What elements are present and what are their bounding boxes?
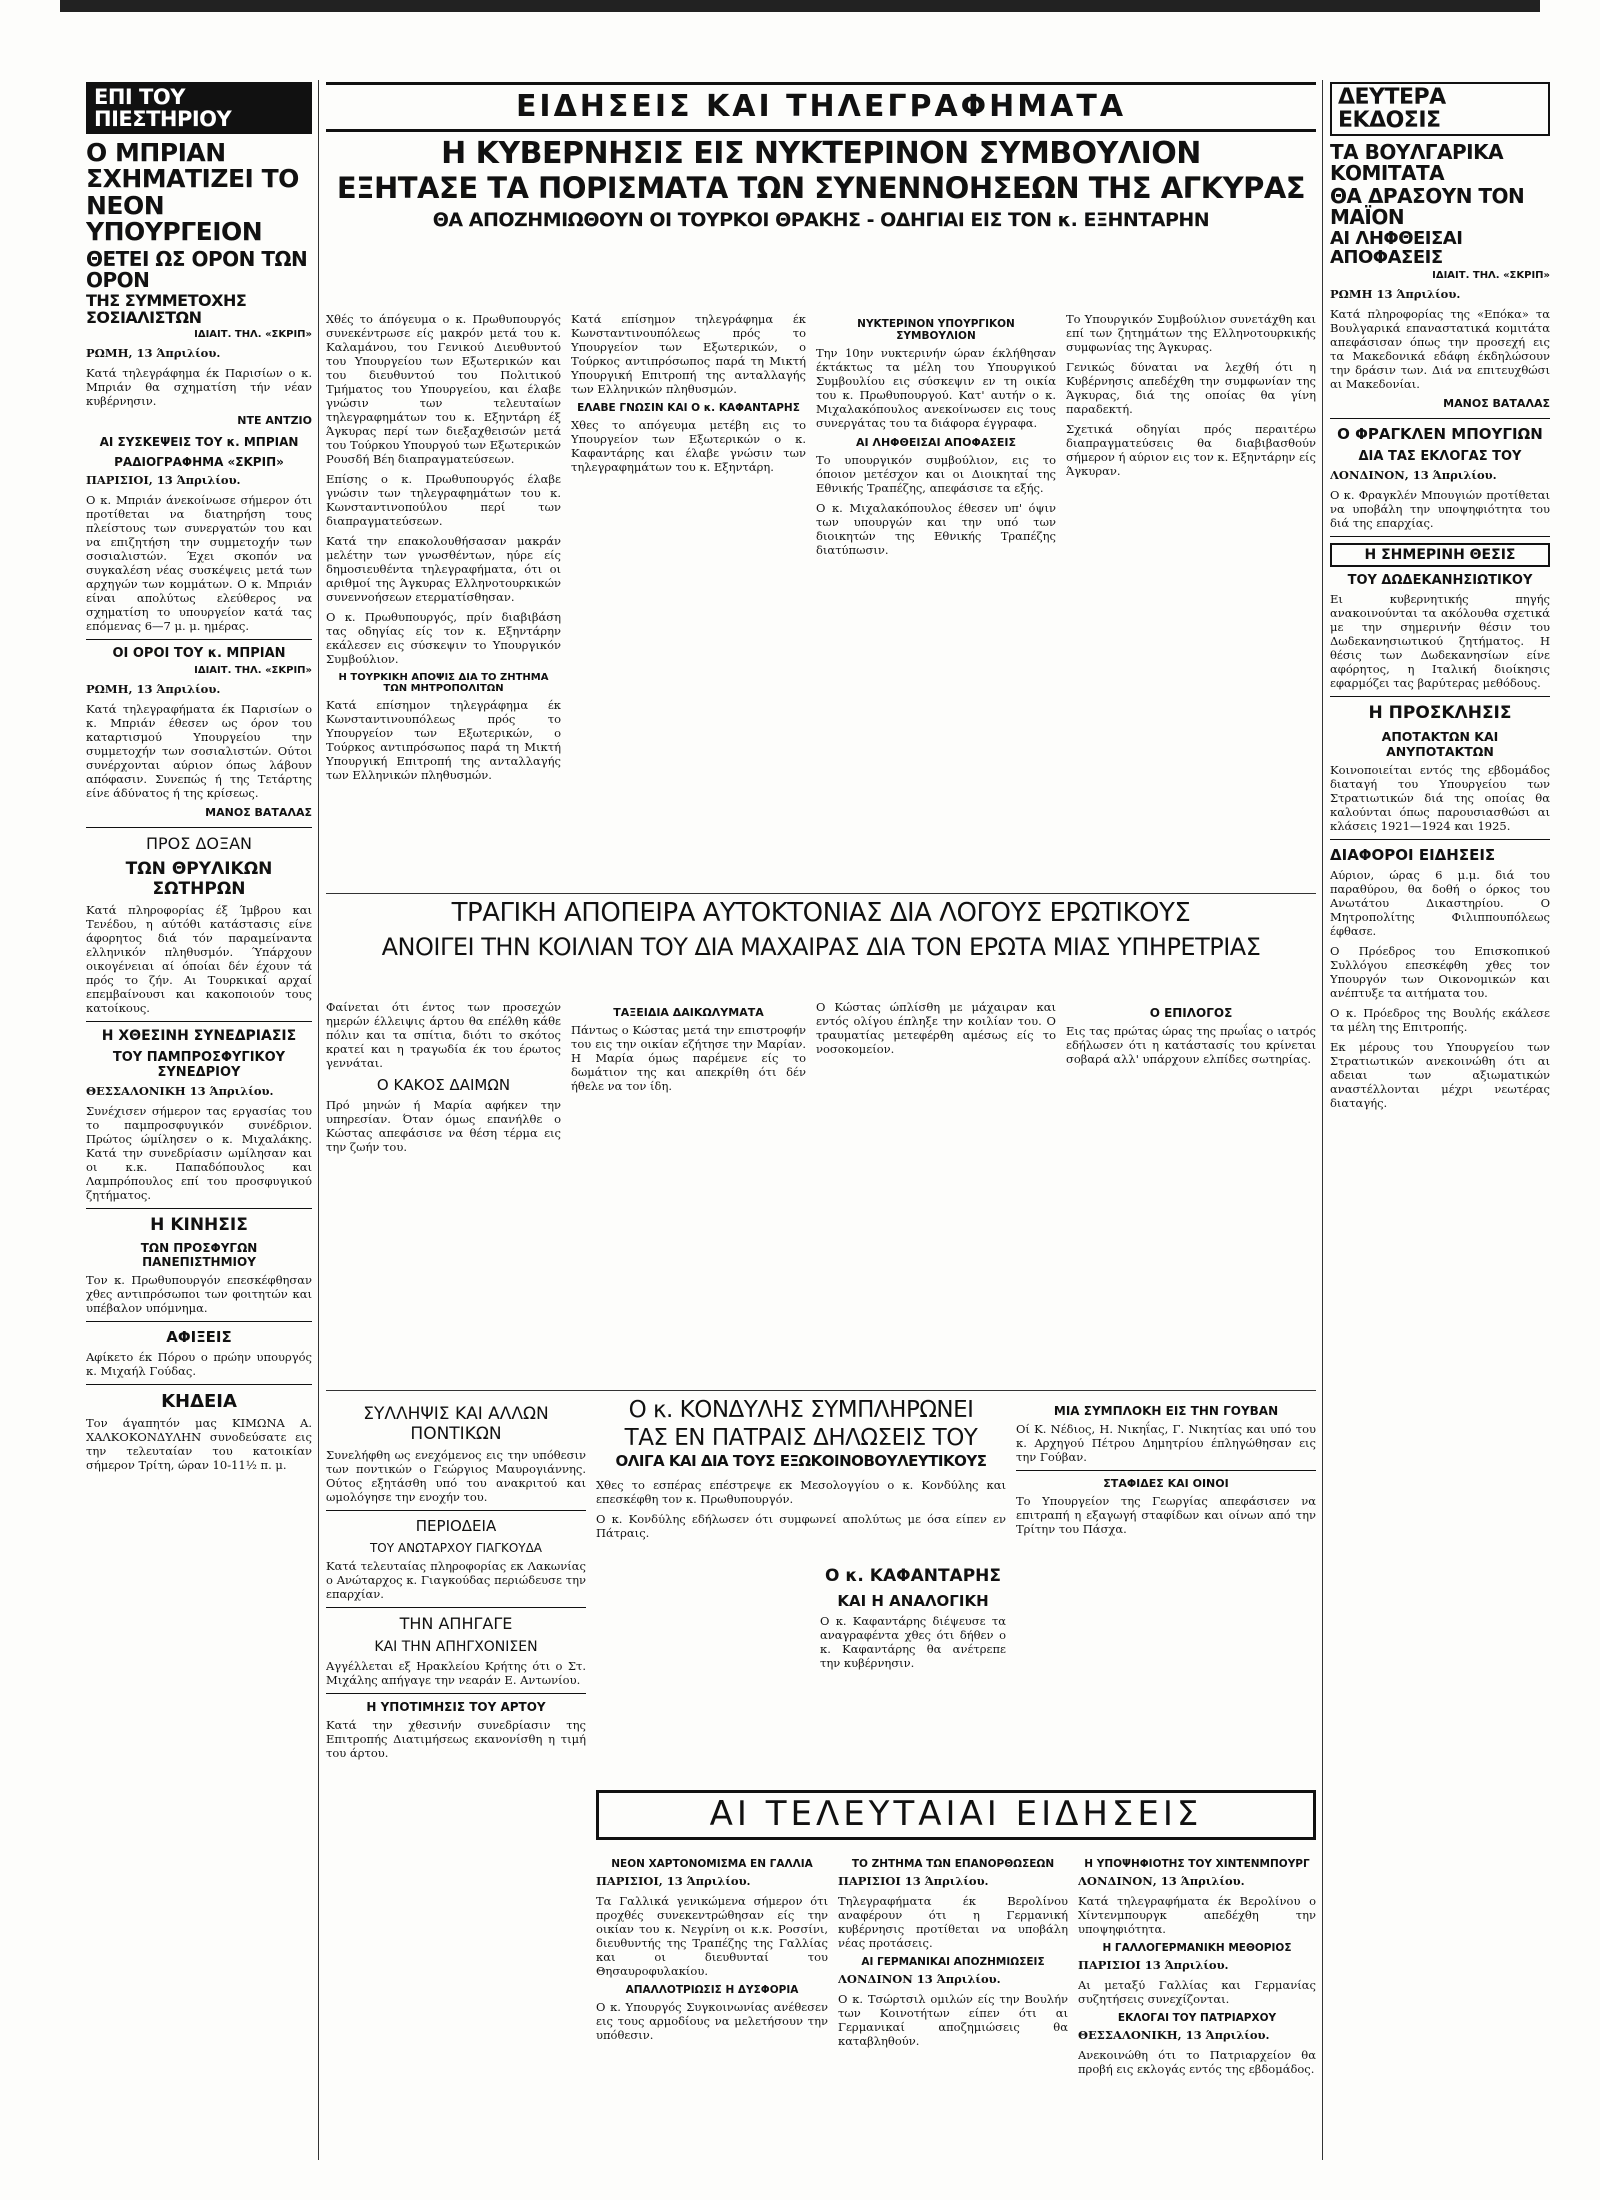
center-col-3	[816, 312, 1056, 887]
divider	[1330, 536, 1550, 537]
last-news-col-3	[1078, 1852, 1316, 2172]
section-heading: Η ΥΠΟΨΗΦΙΟΤΗΣ ΤΟΥ ΧΙΝΤΕΝΜΠΟΥΡΓ	[1084, 1858, 1310, 1870]
byline: ΜΑΝΟΣ ΒΑΤΑΛΑΣ	[205, 805, 312, 819]
right-column	[1330, 82, 1550, 2172]
article-paragraph: Αφίκετο έκ Πόρου ο πρώην υπουργός κ. Μιχαήλ Γούδας.	[86, 1349, 312, 1378]
section-heading: ΣΥΛΛΗΨΙΣ ΚΑΙ ΑΛΛΩΝ ΠΟΝΤΙΚΩΝ	[363, 1404, 549, 1444]
section-heading: ΔΙΑΦΟΡΟΙ ΕΙΔΗΣΕΙΣ	[1330, 845, 1496, 864]
masthead-bar	[60, 0, 1540, 12]
dateline: ΛΟΝΔΙΝΟΝ, 13 Άπριλίου.	[1330, 467, 1497, 482]
section-heading: Η ΠΡΟΣΚΛΗΣΙΣ	[1368, 702, 1512, 723]
article-paragraph: Φαίνεται ότι έντος των προσεχών ημερών έλλειψις άρτου θα επέλθη κάθε πόλιν και τα σπίτια, διότι το σκότος κρατεί και η τραγωδία έκ του έρωτος γεννάται.	[326, 1000, 561, 1070]
article-paragraph: Την 10ην νυκτερινήν ώραν έκλήθησαν έκτάκτως τα μέλη του Υπουργικού Συμβουλίου εις σύσκεψιν εν τη οικία του κ. Πρωθυπουργού. Κατ' αυτήν ο κ. Μιχαλακόπουλος ανεκοίνωσεν εις τους συνεργάτας του τα διάφορα έγγραφα.	[816, 346, 1056, 430]
section-heading: Η ΓΑΛΛΟΓΕΡΜΑΝΙΚΗ ΜΕΘΟΡΙΟΣ	[1102, 1942, 1292, 1954]
section-subheading: ΡΑΔΙΟΓΡΑΦΗΜΑ «ΣΚΡΙΠ»	[114, 454, 284, 469]
lower-left-stories	[326, 1398, 586, 2168]
right-headline-2: ΘΑ ΔΡΑΣΟΥΝ ΤΟΝ ΜΑΪΟΝ	[1330, 184, 1525, 230]
credit: ΙΔΙΑΙΤ. ΤΗΛ. «ΣΚΡΙΠ»	[194, 328, 312, 340]
article-paragraph: Ει κυβερνητικής πηγής ανακοινούνται τα ακόλουθα σχετικά με την σημερινήν θέσιν του Δωδεκανησιωτικού ζητήματος. Η θέσις των Δωδεκανησίων είνε αφόρητος, η Ιταλική διοίκησις εφαρμόζει τας βαρύτερας μεθόδους.	[1330, 591, 1550, 690]
section-heading: Η ΚΙΝΗΣΙΣ	[150, 1214, 248, 1235]
article-paragraph: Τηλεγραφήματα έκ Βερολίνου αναφέρουν ότι η Γερμανική κυβέρνησις προτίθεται να υποβάλη νέας προτάσεις.	[838, 1894, 1068, 1950]
article-paragraph: Εις τας πρώτας ώρας της πρωΐας ο ιατρός εδήλωσεν ότι η κατάστασίς του κρίνεται σοβαρά αλλ' υπάρχουν ελπίδες σωτηρίας.	[1066, 1024, 1316, 1066]
section-heading: ΚΗΔΕΙΑ	[161, 1390, 237, 1412]
article-paragraph: Συνελήφθη ως ενεχόμενος εις την υπόθεσιν των ποντικών ο Γεώργιος Μαυρογιάννης. Ούτος εξητάσθη υπό του ανακριτού και ωμολόγησε την ενοχήν του.	[326, 1448, 586, 1504]
section-subheading: ΔΙΑ ΤΑΣ ΕΚΛΟΓΑΣ ΤΟΥ	[1358, 448, 1522, 464]
article-paragraph: Χθές το άπόγευμα ο κ. Πρωθυπουργός συνεκέντρωσε είς μακρόν μετά του κ. Καλαμάνου, του Γενικού Διευθυντού του Υπουργείου των Εξωτερικών και του διευθυντού του Πολιτικού Τμήματος του Υπουργείου, και έλαβε γνώσιν των τελευταίων τηλεγραφημάτων του κ. Εξηντάρη έξ Άγκυρας περί των διεξαχθεισών μετά του Τούρκου Υπουργού των Εξωτερικών Ρουσδή Βέη διαπραγματεύσεων.	[326, 312, 561, 466]
section-heading: Η ΧΘΕΣΙΝΗ ΣΥΝΕΔΡΙΑΣΙΣ	[101, 1027, 297, 1044]
left-column	[86, 82, 312, 2172]
section-heading: Ο ΦΡΑΓΚΛΕΝ ΜΠΟΥΓΙΩΝ	[1337, 424, 1543, 443]
dateline: ΡΩΜΗ, 13 Άπριλίου.	[86, 681, 221, 696]
article-paragraph: Ο κ. Κονδύλης εδήλωσεν ότι συμφωνεί απολύτως με όσα είπεν εν Πάτραις.	[596, 1512, 1006, 1541]
article-paragraph: Οί Κ. Νέδιος, Η. Νικηΐας, Γ. Νικητίας και υπό του κ. Αρχηγού Πέτρου Δημητρίου έπληγώθησαν εις την Γούβαν.	[1016, 1422, 1316, 1464]
dateline: ΡΩΜΗ, 13 Άπριλίου.	[86, 345, 221, 360]
article-paragraph: Γενικώς δύναται να λεχθή ότι η Κυβέρνησις απεδέχθη την συμφωνίαν της Άγκυρας, διά της οποίας θα γίνη παραδεκτή.	[1066, 360, 1316, 416]
center-col-4	[1066, 312, 1316, 887]
story-headline: Ο κ. ΚΟΝΔΥΛΗΣ ΣΥΜΠΛΗΡΩΝΕΙ	[628, 1398, 974, 1423]
center-col-2	[571, 312, 806, 887]
divider	[86, 1321, 312, 1322]
section-heading: Ο ΕΠΙΛΟΓΟΣ	[1149, 1006, 1233, 1020]
article-paragraph: Επίσης ο κ. Πρωθυπουργός έλαβε γνώσιν των τηλεγραφημάτων του κ. Κωνσταντινοπούλου περί των διαπραγματεύσεων.	[326, 472, 561, 528]
dateline: ΠΑΡΙΣΙΟΙ, 13 Άπριλίου.	[86, 472, 241, 487]
article-paragraph: Κοινοποιείται εντός της εβδομάδος διαταγή του Υπουργείου των Στρατιωτικών διά της οποίας θα καλούνται όπως παρουσιασθώσι αι κλάσεις 1921—1924 και 1925.	[1330, 762, 1550, 833]
divider	[326, 1390, 1316, 1391]
article-paragraph: Ο κ. Μιχαλακόπουλος έθεσεν υπ' όψιν των υπουργών και την υπό των διοικητών της Εθνικής Τραπέζης διατύπωσιν.	[816, 501, 1056, 557]
section-subheading: ΤΟΥ ΔΩΔΕΚΑΝΗΣΙΩΤΙΚΟΥ	[1347, 572, 1533, 588]
article-paragraph: Κατά τηλεγραφήματα έκ Βερολίνου ο Χίντενμπουργκ απεδέχθη την υποψηφιότητα.	[1078, 1894, 1316, 1936]
divider	[86, 1021, 312, 1022]
credit: ΙΔΙΑΙΤ. ΤΗΛ. «ΣΚΡΙΠ»	[194, 664, 312, 676]
divider	[1330, 418, 1550, 419]
dateline: ΘΕΣΣΑΛΟΝΙΚΗ 13 Άπριλίου.	[86, 1083, 274, 1098]
article-paragraph: Κατά πληροφορίας έξ Ίμβρου και Τενέδου, η αύτόθι κατάστασις είνε άφορητος διά τόν παραμείναντα ελληνικόν πληθυσμόν. Ύπάρχουν οικογένειαι αί όποίαι δέν έχουν τά πρός το ζήν. Αι Τουρκικαί αρχαί επεμβαίνουσι και κακοποιούν τους κατοίκους.	[86, 902, 312, 1015]
section-heading: Η ΤΟΥΡΚΙΚΗ ΑΠΟΨΙΣ ΔΙΑ ΤΟ ΖΗΤΗΜΑ ΤΩΝ ΜΗΤΡΟΠΟΛΙΤΩΝ	[338, 672, 549, 694]
section-heading: Η ΣΗΜΕΡΙΝΗ ΘΕΣΙΣ	[1330, 543, 1550, 567]
article-paragraph: Σχετικά οδηγίαι πρός περαιτέρω διαπραγματεύσεις θα διαβιβασθούν σήμερον ή αύριον εις τον κ. Εξηντάρην είς Άγκυραν.	[1066, 422, 1316, 478]
article-paragraph: Πρό μηνών ή Μαρία αφήκεν την υπηρεσίαν. Όταν όμως επανήλθε ο Κώστας απεφάσισε να θέση τέρμα εις την ζωήν του.	[326, 1098, 561, 1154]
section-banner: ΕΙΔΗΣΕΙΣ ΚΑΙ ΤΗΛΕΓΡΑΦΗΜΑΤΑ	[326, 82, 1316, 132]
section-heading: ΑΦΙΞΕΙΣ	[166, 1327, 232, 1346]
section-heading: ΑΙ ΛΗΦΘΕΙΣΑΙ ΑΠΟΦΑΣΕΙΣ	[856, 436, 1016, 449]
section-heading: ΑΙ ΣΥΣΚΕΨΕΙΣ ΤΟΥ κ. ΜΠΡΙΑΝ	[99, 434, 299, 449]
article-paragraph: Ο κ. Καφαντάρης διέψευσε τα αναγραφέντα χθες ότι δήθεν ο κ. Καφαντάρης θα ανέτρεπε την κυβέρνησιν.	[820, 1614, 1006, 1670]
last-news-title: ΑΙ ΤΕΛΕΥΤΑΙΑΙ ΕΙΔΗΣΕΙΣ	[596, 1790, 1316, 1840]
dateline: ΠΑΡΙΣΙΟΙ 13 Άπριλίου.	[1078, 1958, 1229, 1972]
section-heading: ΝΕΟΝ ΧΑΡΤΟΝΟΜΙΣΜΑ ΕΝ ΓΑΛΛΙΑ	[611, 1858, 813, 1870]
article-paragraph: Κατά πληροφορίας της «Επόκα» τα Βουλγαρικά επαναστατικά κομιτάτα απεφάσισαν όπως την προσεχή εις τα Μακεδονικά εδάφη έκδηλώσουν την δράσιν των. Διά να επιτευχθώσι αι Μακεδονίαι.	[1330, 306, 1550, 391]
story-suicide-col-4	[1066, 1000, 1316, 1380]
divider	[326, 1607, 586, 1608]
article-paragraph: Εκ μέρους του Υπουργείου των Στρατιωτικών ανεκοινώθη ότι αι αδειαι των αξιωματικών αναστέλλονται μέχρι νεωτέρας διαταγής.	[1330, 1039, 1550, 1110]
credit: ΙΔΙΑΙΤ. ΤΗΛ. «ΣΚΡΙΠ»	[1432, 269, 1550, 281]
last-news-banner	[596, 1790, 1316, 1846]
story-suicide-col-1	[326, 1000, 561, 1380]
article-paragraph: Ο κ. Υπουργός Συγκοινωνίας ανέθεσεν εις τους αρμοδίους να μελετήσουν την υπόθεσιν.	[596, 2000, 828, 2042]
section-heading: ΕΛΑΒΕ ΓΝΩΣΙΝ ΚΑΙ Ο κ. ΚΑΦΑΝΤΑΡΗΣ	[577, 402, 800, 414]
divider	[326, 1693, 586, 1694]
divider	[1016, 1470, 1316, 1471]
dateline: ΛΟΝΔΙΝΟΝ, 13 Άπριλίου.	[1078, 1874, 1245, 1888]
section-heading: ΠΡΟΣ ΔΟΞΑΝ	[145, 833, 253, 853]
divider	[1330, 839, 1550, 840]
article-paragraph: Ο κ. Πρωθυπουργός, πρίν διαβιβάση τας οδηγίας είς τον κ. Εξηντάρην εκάλεσεν εις σύσκεψιν το Υπουργικόν Συμβούλιον.	[326, 610, 561, 666]
dateline: ΠΑΡΙΣΙΟΙ 13 Άπριλίου.	[838, 1874, 989, 1888]
center-right-stories	[1016, 1398, 1316, 1778]
column-rule	[318, 80, 319, 2160]
divider	[86, 639, 312, 640]
article-paragraph: Κατά επίσημον τηλεγράφημα έκ Κωνσταντινουπόλεως πρός το Υπουργείον των Εξωτερικών, ο Τούρκος αντιπρόσωπος παρά τη Μικτή Υπουργική Επιτροπή της ανταλλαγής των Ελληνικών πληθυσμών.	[571, 312, 806, 396]
center-banner	[326, 82, 1316, 302]
section-heading: ΕΚΛΟΓΑΙ ΤΟΥ ΠΑΤΡΙΑΡΧΟΥ	[1117, 2012, 1277, 2024]
section-subheading: ΤΩΝ ΘΡΥΛΙΚΩΝ ΣΩΤΗΡΩΝ	[125, 858, 273, 899]
article-paragraph: Κατά την επακολουθήσασαν μακράν μελέτην των γνωσθέντων, ηύρε είς δημοσιευθέντα τηλεγραφήματα, ότι οι αριθμοί της Άγκυρας Ελληνοτουρκικών συνεννοήσεων ετερματίσθησαν.	[326, 534, 561, 604]
right-subheadline: ΑΙ ΛΗΦΘΕΙΣΑΙ ΑΠΟΦΑΣΕΙΣ	[1330, 228, 1463, 269]
divider	[86, 1384, 312, 1385]
last-news-col-1	[596, 1852, 828, 2172]
center-col-1	[326, 312, 561, 887]
article-paragraph: Αγγέλλεται εξ Ηρακλείου Κρήτης ότι ο Στ. Μιχάλης απήγαγε την νεαράν Ε. Αντωνίου.	[326, 1659, 586, 1687]
section-heading: ΤΑΞΕΙΔΙΑ ΔΑΙΚΩΛΥΜΑΤΑ	[613, 1006, 764, 1019]
article-paragraph: Τον κ. Πρωθυπουργόν επεσκέφθησαν χθες αντιπρόσωποι των φοιτητών και υπέβαλον υπόμνημα.	[86, 1272, 312, 1315]
section-heading: ΤΟ ΖΗΤΗΜΑ ΤΩΝ ΕΠΑΝΟΡΘΩΣΕΩΝ	[851, 1858, 1055, 1870]
article-paragraph: Ο κ. Τσώρτσιλ ομιλών είς την Βουλήν των Κοινοτήτων είπεν ότι αι Γερμανικαί αποζημιώσεις θα καταβληθούν.	[838, 1992, 1068, 2048]
story-suicide-headline	[326, 900, 1316, 992]
section-subheading: ΤΟΥ ΑΝΩΤΑΡΧΟΥ ΓΙΑΓΚΟΥΔΑ	[369, 1541, 543, 1555]
last-news-col-2	[838, 1852, 1068, 2172]
left-subhead2: ΤΗΣ ΣΥΜΜΕΤΟΧΗΣ ΣΟΣΙΑΛΙΣΤΩΝ	[86, 291, 247, 327]
left-subhead: ΘΕΤΕΙ ΩΣ ΟΡΟΝ ΤΩΝ ΟΡΟΝ	[86, 247, 308, 293]
article-paragraph: Κατά επίσημον τηλεγράφημα έκ Κωνσταντινουπόλεως πρός το Υπουργείον των Εξωτερικών, ο Τούρκος αντιπρόσωπος παρά τη Μικτή Υπουργική Επιτροπή της ανταλλαγής των Ελληνικών πληθυσμών.	[326, 698, 561, 782]
section-heading: ΠΕΡΙΟΔΕΙΑ	[415, 1517, 497, 1535]
section-subheading: ΑΠΟΤΑΚΤΩΝ ΚΑΙ ΑΝΥΠΟΤΑΚΤΩΝ	[1381, 728, 1499, 759]
story-subheadline: ΑΝΟΙΓΕΙ ΤΗΝ ΚΟΙΛΙΑΝ ΤΟΥ ΔΙΑ ΜΑΧΑΙΡΑΣ ΔΙΑ ΤΟΝ ΕΡΩΤΑ ΜΙΑΣ ΥΠΗΡΕΤΡΙΑΣ	[381, 933, 1261, 962]
article-paragraph: Ο Κώστας ώπλίσθη με μάχαιραν και εντός ολίγου έπληξε την κοιλίαν του. Ο τραυματίας μετεφέρθη αμέσως είς το νοσοκομείον.	[816, 1000, 1056, 1056]
section-heading: ΟΙ ΟΡΟΙ ΤΟΥ κ. ΜΠΡΙΑΝ	[112, 645, 286, 661]
section-heading: ΑΠΑΛΛΟΤΡΙΩΣΙΣ Η ΔΥΣΦΟΡΙΑ	[625, 1984, 799, 1996]
article-paragraph: Κατά τελευταίας πληροφορίας εκ Λακωνίας ο Ανώταρχος κ. Γιαγκούδας περιώδευσε την επαρχίαν.	[326, 1559, 586, 1601]
section-heading: ΣΤΑΦΙΔΕΣ ΚΑΙ ΟΙΝΟΙ	[1103, 1477, 1229, 1490]
story-suicide-col-3	[816, 1000, 1056, 1380]
main-headline-2: ΕΞΗΤΑΣΕ ΤΑ ΠΟΡΙΣΜΑΤΑ ΤΩΝ ΣΥΝΕΝΝΟΗΣΕΩΝ ΤΗΣ ΑΓΚΥΡΑΣ	[336, 171, 1306, 205]
byline: ΜΑΝΟΣ ΒΑΤΑΛΑΣ	[1443, 396, 1550, 410]
story-headline-2: ΤΑΣ ΕΝ ΠΑΤΡΑΙΣ ΔΗΛΩΣΕΙΣ ΤΟΥ	[624, 1425, 978, 1452]
column-rule	[1322, 80, 1323, 2160]
section-heading: ΝΥΚΤΕΡΙΝΟΝ ΥΠΟΥΡΓΙΚΟΝ ΣΥΜΒΟΥΛΙΟΝ	[857, 318, 1015, 342]
section-heading: ΤΗΝ ΑΠΗΓΑΓΕ	[399, 1614, 513, 1633]
kafantaris-story	[820, 1560, 1006, 1760]
article-paragraph: Το Υπουργικόν Συμβούλιον συνετάχθη και επί των ζητημάτων της Ελληνοτουρκικής συμφωνίας της Άγκυρας.	[1066, 312, 1316, 354]
section-heading: Ο κ. ΚΑΦΑΝΤΑΡΗΣ	[824, 1566, 1002, 1586]
dateline: ΛΟΝΔΙΝΟΝ 13 Άπριλίου.	[838, 1972, 1001, 1986]
divider	[1330, 696, 1550, 697]
article-paragraph: Τον άγαπητόν μας ΚΙΜΩΝΑ Α. ΧΑΛΚΟΚΟΝΔΥΛΗΝ συνοδεύσατε εις την τελευταίαν του κατοικίαν σήμερον Τρίτη, ώραν 10-11½ π. μ.	[86, 1415, 312, 1472]
article-paragraph: Αύριον, ώρας 6 μ.μ. διά του παραθύρου, θα δοθή ο όρκος του Ανωτάτου Δικαστηρίου. Ο Μητροπολίτης Φιλιππουπόλεως έφθασε.	[1330, 867, 1550, 938]
divider	[326, 893, 1316, 894]
right-headline: ΤΑ ΒΟΥΛΓΑΡΙΚΑ ΚΟΜΙΤΑΤΑ	[1330, 140, 1504, 186]
right-kicker: ΔΕΥΤΕΡΑ ΕΚΔΟΣΙΣ	[1330, 82, 1550, 136]
section-heading: ΑΙ ΓΕΡΜΑΝΙΚΑΙ ΑΠΟΖΗΜΙΩΣΕΙΣ	[861, 1956, 1045, 1968]
article-paragraph: Το Υπουργείον της Γεωργίας απεφάσισεν να επιτραπή η εξαγωγή σταφίδων και οίνων από την Τρίτην του Πάσχα.	[1016, 1494, 1316, 1536]
section-subheading: ΚΑΙ ΤΗΝ ΑΠΗΓΧΟΝΙΣΕΝ	[374, 1639, 538, 1655]
article-paragraph: Κατά τηλεγραφήματα έκ Παρισίων ο κ. Μπριάν έθεσεν ως όρον του καταρτισμού Υπουργείου την συμμετοχήν των σοσιαλιστών. Ούτοι συνέρχονται αύριον όπως λάβουν απόφασιν. Συνεπώς ή της Τετάρτης είνε άδύνατος ή της κρίσεως.	[86, 701, 312, 800]
section-subheading: ΤΩΝ ΠΡΟΣΦΥΓΩΝ ΠΑΝΕΠΙΣΤΗΜΙΟΥ	[140, 1240, 258, 1269]
article-paragraph: Το υπουργικόν συμβούλιον, εις το όποιον μετέσχον και οι Διοικηταί της Εθνικής Τραπέζης, απεφάσισε τα εξής.	[816, 453, 1056, 495]
left-kicker: ΕΠΙ ΤΟΥ ΠΙΕΣΤΗΡΙΟΥ	[86, 82, 312, 134]
main-headline: Η ΚΥΒΕΡΝΗΣΙΣ ΕΙΣ ΝΥΚΤΕΡΙΝΟΝ ΣΥΜΒΟΥΛΙΟΝ	[441, 135, 1201, 171]
main-subheadline: ΘΑ ΑΠΟΖΗΜΙΩΘΟΥΝ ΟΙ ΤΟΥΡΚΟΙ ΘΡΑΚΗΣ - ΟΔΗΓΙΑΙ ΕΙΣ ΤΟΝ κ. ΕΞΗΝΤΑΡΗΝ	[432, 209, 1210, 232]
story-suicide-col-2	[571, 1000, 806, 1380]
section-subheading: ΤΟΥ ΠΑΜΠΡΟΣΦΥΓΙΚΟΥ ΣΥΝΕΔΡΙΟΥ	[112, 1049, 286, 1080]
section-heading: ΜΙΑ ΣΥΜΠΛΟΚΗ ΕΙΣ ΤΗΝ ΓΟΥΒΑΝ	[1053, 1404, 1279, 1418]
left-headline: Ο ΜΠΡΙΑΝ ΣΧΗΜΑΤΙΖΕΙ ΤΟ ΝΕΟΝ ΥΠΟΥΡΓΕΙΟΝ	[86, 138, 299, 246]
divider	[86, 827, 312, 828]
article-paragraph: Κατά τηλεγράφημα έκ Παρισίων ο κ. Μπριάν θα σχηματίση τήν νέαν κυβέρνησιν.	[86, 365, 312, 408]
divider	[326, 1510, 586, 1511]
story-subheadline: ΟΛΙΓΑ ΚΑΙ ΔΙΑ ΤΟΥΣ ΕΞΩΚΟΙΝΟΒΟΥΛΕΥΤΙΚΟΥΣ	[615, 1452, 987, 1471]
article-paragraph: Κατά την χθεσινήν συνεδρίασιν της Επιτροπής Διατιμήσεως εκανονίσθη η τιμή του άρτου.	[326, 1718, 586, 1760]
dateline: ΠΑΡΙΣΙΟΙ, 13 Άπριλίου.	[596, 1874, 751, 1888]
article-paragraph: Ο κ. Φραγκλέν Μπουγιών προτίθεται να υποβάλη την υποψηφιότητα του διά της επαρχίας.	[1330, 487, 1550, 530]
article-paragraph: Πάντως ο Κώστας μετά την επιστροφήν του εις την οικίαν εζήτησε την Μαρίαν. Η Μαρία όμως παρέμενε είς το δωμάτιον της και απεκρίθη ότι δέν ήθελε να τον ίδη.	[571, 1023, 806, 1093]
article-paragraph: Συνέχισεν σήμερον τας εργασίας του το παμπροσφυγικόν συνέδριον. Πρώτος ώμίλησεν ο κ. Μιχαλάκης. Κατά την συνεδρίασιν ωμίλησαν και οι κ.κ. Παπαδόπουλος και Λαμπρόπουλος επί του προσφυγικού ζητήματος.	[86, 1103, 312, 1202]
section-heading: Η ΥΠΟΤΙΜΗΣΙΣ ΤΟΥ ΑΡΤΟΥ	[366, 1700, 546, 1714]
article-paragraph: Ο κ. Μπριάν άνεκοίνωσε σήμερον ότι προτίθεται να διατηρήση τους πλείστους των συνεργατών του και να επιζητήση την συμμετοχήν των σοσιαλιστών. Έχει σκοπόν να συγκαλέση νέας συσκέψεις μετά των αρχηγών των κομμάτων. Ο κ. Μπριάν είναι απολύτως ελεύθερος να σχηματίση το υπουργείον κατά τας επόμενας 6—7 μ. μ. ημέρας.	[86, 492, 312, 633]
story-headline: ΤΡΑΓΙΚΗ ΑΠΟΠΕΙΡΑ ΑΥΤΟΚΤΟΝΙΑΣ ΔΙΑ ΛΟΓΟΥΣ ΕΡΩΤΙΚΟΥΣ	[451, 900, 1191, 928]
section-subheading: ΚΑΙ Η ΑΝΑΛΟΓΙΚΗ	[837, 1592, 989, 1610]
article-paragraph: Ο Πρόεδρος του Επισκοπικού Συλλόγου επεσκέφθη χθες τον Υπουργόν των Οικονομικών και ανέπτυξε τα αιτήματα του.	[1330, 943, 1550, 1000]
divider	[86, 1208, 312, 1209]
section-heading: Ο ΚΑΚΟΣ ΔΑΙΜΩΝ	[376, 1076, 511, 1094]
article-paragraph: Τα Γαλλικά γενικώμενα σήμερον ότι προχθές συνεκεντρώθησαν είς την οικίαν του κ. Νεγρίνη οι κ.κ. Ροσσίνι, διευθυντής της Τραπέζης της Γαλλίας και οι διευθυνταί του Θησαυροφυλακίου.	[596, 1894, 828, 1978]
dateline: ΡΩΜΗ 13 Άπριλίου.	[1330, 286, 1461, 301]
article-paragraph: Ανεκοινώθη ότι το Πατριαρχείον θα προβή εις εκλογάς εντός της εβδομάδος.	[1078, 2048, 1316, 2076]
article-paragraph: Χθες το εσπέρας επέστρεψε εκ Μεσολογγίου ο κ. Κονδύλης και επεσκέφθη τον κ. Πρωθυπουργόν.	[596, 1478, 1006, 1507]
byline: ΝΤΕ ΑΝΤΖΙΟ	[237, 413, 312, 427]
dateline: ΘΕΣΣΑΛΟΝΙΚΗ, 13 Άπριλίου.	[1078, 2028, 1270, 2042]
article-paragraph: Χθες το απόγευμα μετέβη εις το Υπουργείον των Εξωτερικών ο κ. Καφαντάρης και έλαβε γνώσιν των τηλεγραφημάτων του κ. Εξηντάρη.	[571, 418, 806, 474]
article-paragraph: Αι μεταξύ Γαλλίας και Γερμανίας συζητήσεις συνεχίζονται.	[1078, 1978, 1316, 2006]
article-paragraph: Ο κ. Πρόεδρος της Βουλής εκάλεσε τα μέλη της Επιτροπής.	[1330, 1005, 1550, 1034]
